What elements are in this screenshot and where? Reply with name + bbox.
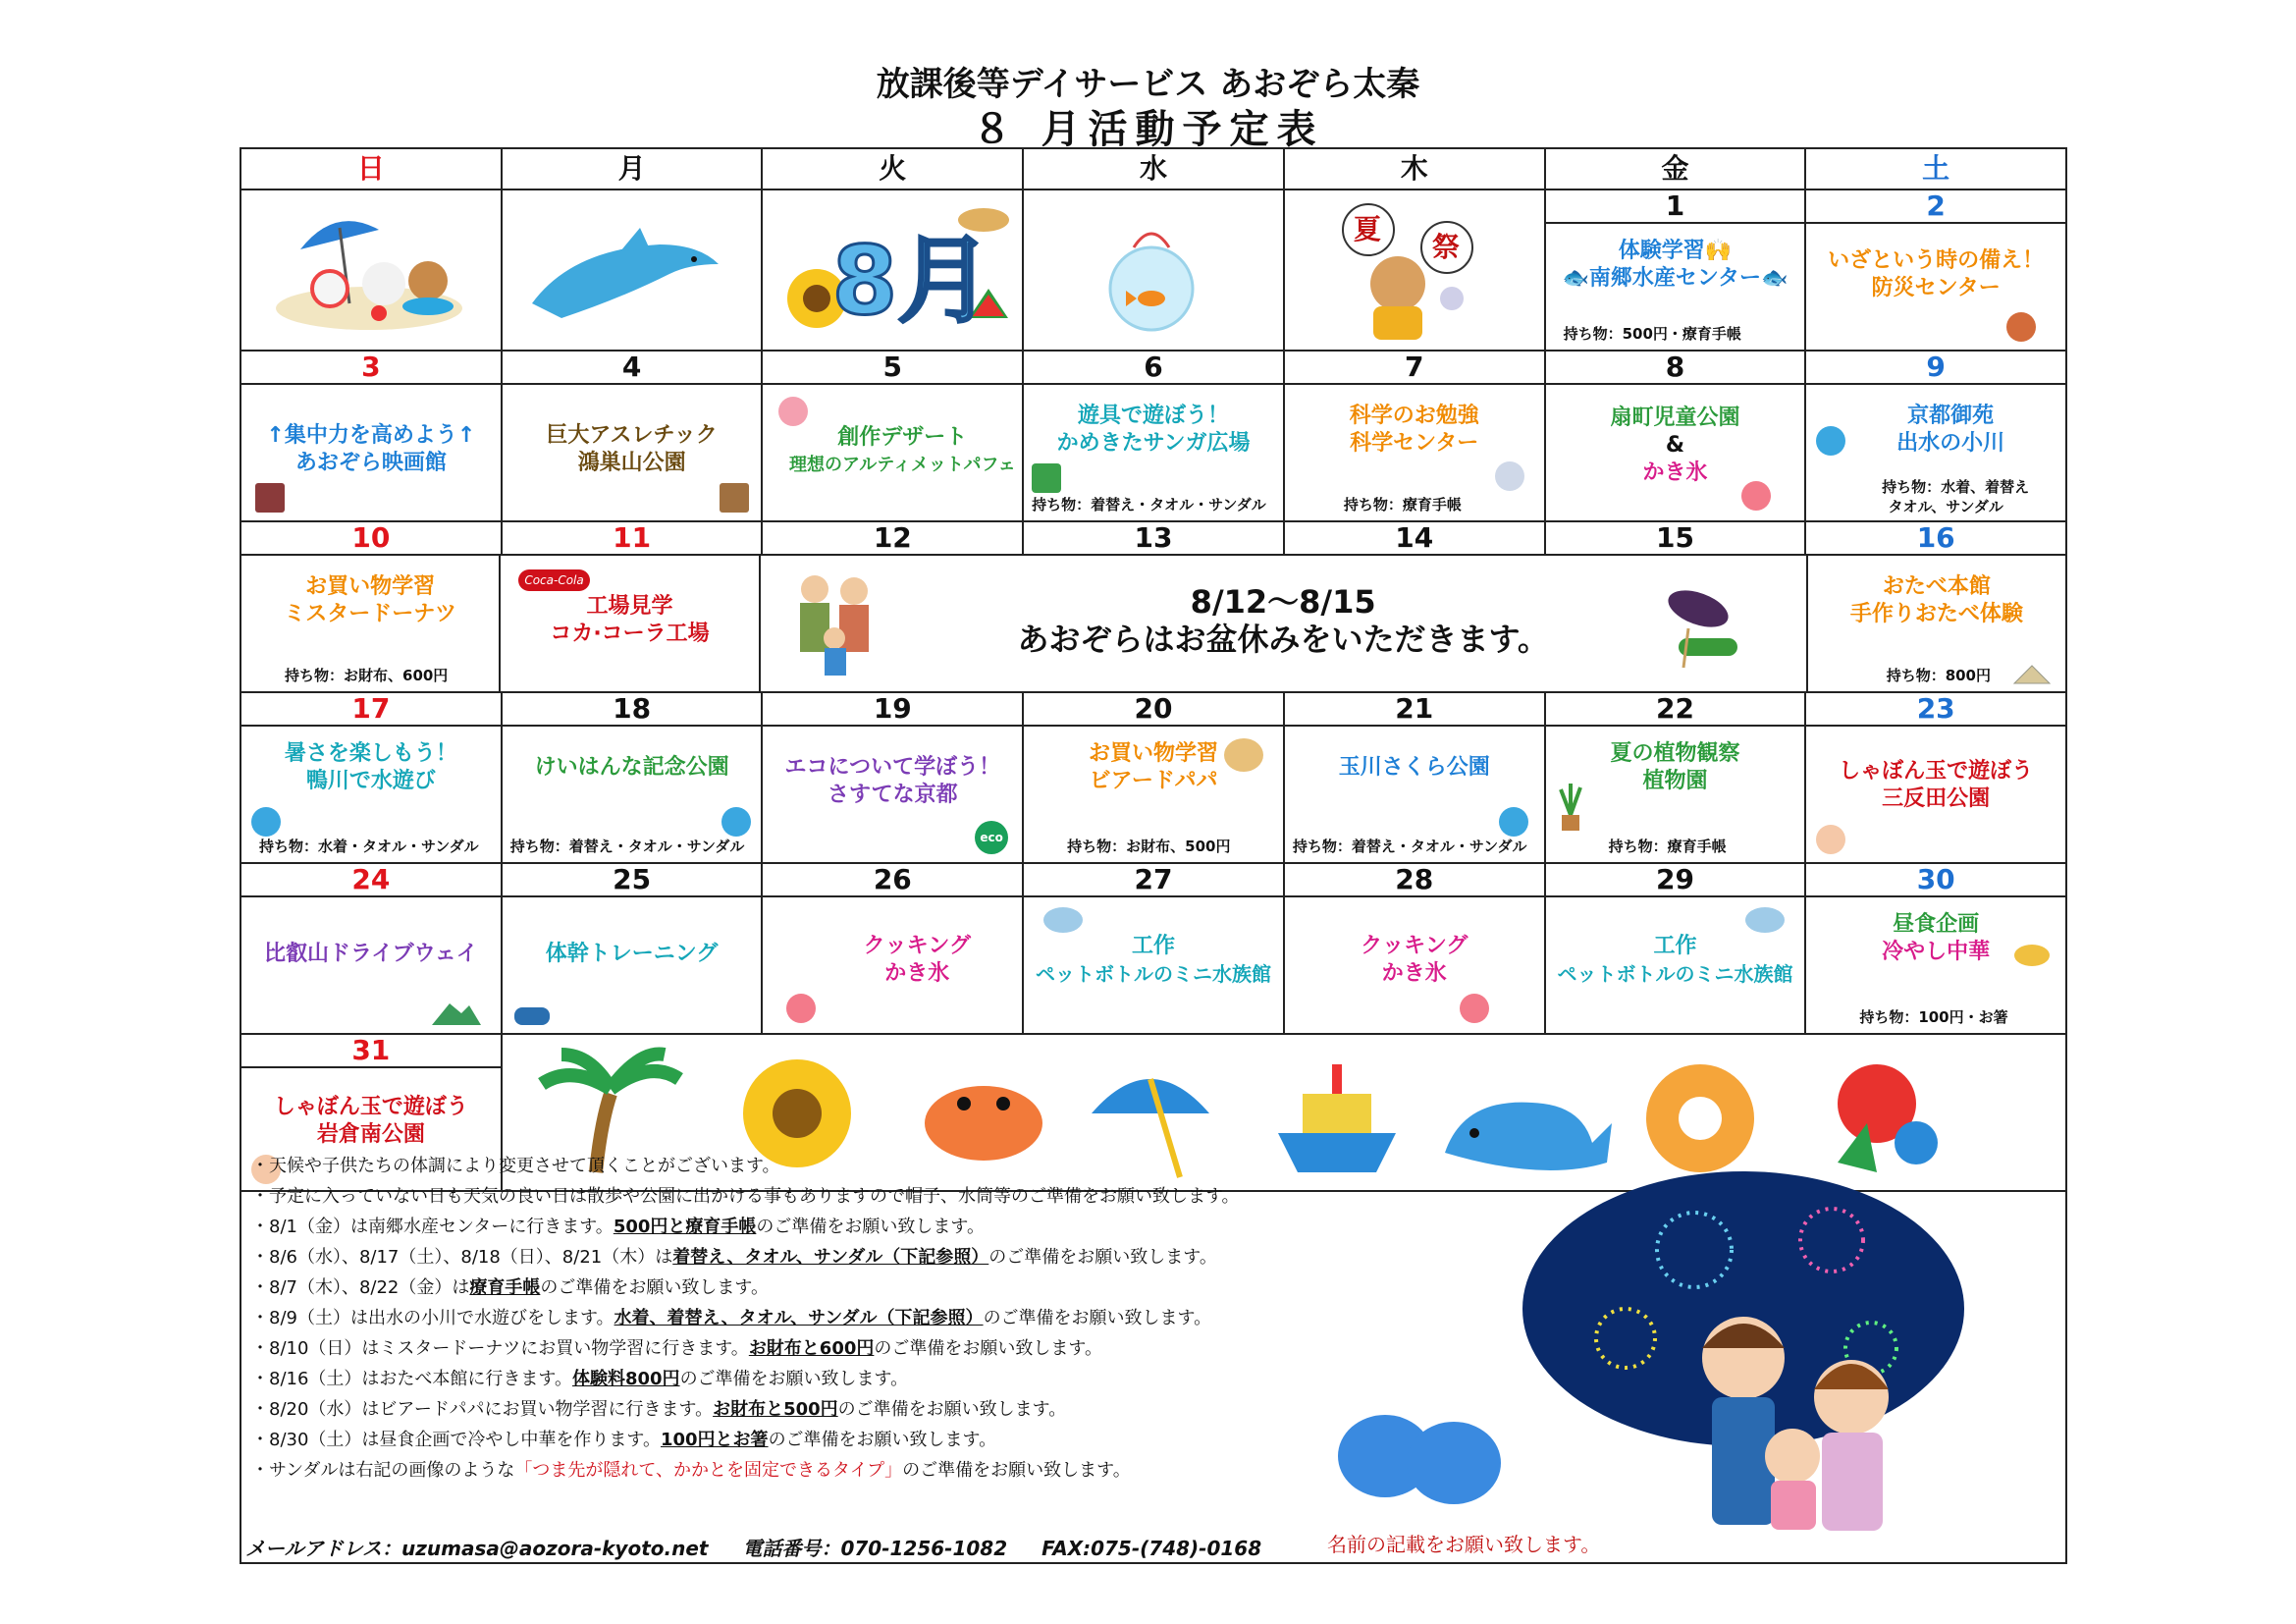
day-number: 27 <box>1024 864 1285 895</box>
weekday-sat: 土 <box>1806 149 2067 189</box>
day-cell-25 <box>503 897 764 1033</box>
activity: 昼食企画 冷やし中華 <box>1882 912 1991 964</box>
activity: ↑集中力を高めよう↑ あおぞら映画館 <box>266 423 476 475</box>
art-cell-sun <box>241 190 503 350</box>
items-note: 持ち物：着替え・タオル・サンダル <box>509 838 745 855</box>
activity: 体幹トレーニング <box>545 942 719 966</box>
contact-info <box>245 1533 1289 1561</box>
day-number: 11 <box>503 522 764 554</box>
activity: しゃぼん玉で遊ぼう 岩倉南公園 <box>273 1095 468 1147</box>
activity: 扇町児童公園 & かき氷 <box>1610 406 1740 485</box>
day-number: 4 <box>503 352 764 383</box>
note-7: ・8/10（日）はミスタードーナツにお買い物学習に行きます。お財布と600円のご準備をお願い致します。 <box>251 1338 1102 1359</box>
week-4 <box>240 727 2067 864</box>
day-number: 30 <box>1806 864 2067 895</box>
day-number: 6 <box>1024 352 1285 383</box>
items-note: 持ち物：着替え・タオル・サンダル <box>1032 496 1266 514</box>
weekday-mon: 月 <box>503 149 764 189</box>
day-number: 20 <box>1024 693 1285 725</box>
day-number: 13 <box>1024 522 1285 554</box>
day-cell-3 <box>241 385 503 520</box>
day-cell-6 <box>1024 385 1285 520</box>
note-8: ・8/16（土）はおたべ本館に行きます。体験料800円のご準備をお願い致します。 <box>251 1369 909 1389</box>
weekday-wed: 水 <box>1024 149 1285 189</box>
week-1 <box>240 190 2067 352</box>
day-number: 10 <box>241 522 503 554</box>
august-month-art: 8月 <box>831 226 992 336</box>
activity: お買い物学習 ビアードパパ <box>1089 741 1219 793</box>
note-3: ・8/1（金）は南郷水産センターに行きます。500円と療育手帳のご準備をお願い致します。 <box>251 1217 985 1237</box>
fireworks-family-illustration <box>1459 1162 2008 1535</box>
activity: 暑さを楽しもう！ 鴨川で水遊び <box>284 741 457 793</box>
obon-notice: 8/12～8/15 あおぞらはお盆休みをいただきます。 <box>1017 583 1549 658</box>
note-2: ・予定に入っていない日も天気の良い日は散歩や公園に出かける事もありますので帽子、水筒等のご準備をお願い致します。 <box>251 1186 1240 1207</box>
sandals-icon <box>1331 1402 1508 1510</box>
day-cell-21 <box>1285 727 1546 862</box>
water-play-icon <box>721 807 751 837</box>
day-number: 21 <box>1285 693 1546 725</box>
week-5 <box>240 897 2067 1035</box>
day-cell-17 <box>241 727 503 862</box>
schedule-title: ８ 月活動予定表 <box>972 107 1324 152</box>
day-cell-4 <box>503 385 764 520</box>
shaved-ice-icon <box>1460 994 1489 1023</box>
day-number: 3 <box>241 352 503 383</box>
day-number: 26 <box>763 864 1024 895</box>
calendar-grid <box>240 147 2067 1192</box>
day-number: 16 <box>1806 522 2067 554</box>
note-9: ・8/20（水）はビアードパパにお買い物学習に行きます。お財布と500円のご準備をお願い致します。 <box>251 1399 1067 1420</box>
day-cell-27 <box>1024 897 1285 1033</box>
week-3 <box>240 556 2067 693</box>
day-cell-5 <box>763 385 1024 520</box>
items-note: 持ち物：着替え・タオル・サンダル <box>1292 838 1527 855</box>
phone-text: 電話番号：070-1256-1082 <box>742 1537 1008 1560</box>
summer-kanji: 夏 <box>1353 213 1381 245</box>
weekday-tue: 火 <box>763 149 1024 189</box>
scientist-icon <box>1495 461 1524 491</box>
family-evacuation-icon <box>2006 312 2036 342</box>
items-note: 持ち物：水着・タオル・サンダル <box>259 838 479 855</box>
activity: 工作 ペットボトルのミニ水族館 <box>1557 934 1793 986</box>
summer-festival-bear-icon <box>1285 190 1540 348</box>
water-play-icon <box>251 807 281 837</box>
day-number: 1 <box>1546 190 1805 224</box>
cream-puff-icon <box>1224 738 1263 772</box>
coca-cola-logo: Coca-Cola <box>518 569 589 591</box>
training-icon <box>514 1007 550 1025</box>
day-number: 31 <box>241 1035 501 1068</box>
day-cell-2 <box>1806 190 2067 350</box>
day-cell-11 <box>501 556 760 691</box>
day-number: 19 <box>763 693 1024 725</box>
week-2 <box>240 385 2067 522</box>
day-number: 29 <box>1546 864 1807 895</box>
activity: クッキング かき氷 <box>863 934 971 986</box>
mountain-icon <box>432 998 481 1027</box>
fish-icon <box>1745 907 1785 933</box>
day-number: 24 <box>241 864 503 895</box>
day-number: 14 <box>1285 522 1546 554</box>
eco-badge-icon: eco <box>975 821 1008 854</box>
day-number: 25 <box>503 864 764 895</box>
day-cell-22 <box>1546 727 1807 862</box>
art-cell-mon <box>503 190 764 350</box>
athletic-icon <box>720 483 749 513</box>
items-note: 持ち物：お財布、500円 <box>1067 838 1231 855</box>
week-4-numbers <box>240 693 2067 727</box>
activity: 工場見学 コカ·コーラ工場 <box>550 594 710 646</box>
fax-text: FAX:075-(748)-0168 <box>1041 1537 1262 1560</box>
dolphin-icon <box>503 190 758 348</box>
fish-icon <box>1043 907 1083 933</box>
shaved-ice-icon <box>786 994 816 1023</box>
items-note: 持ち物：療育手帳 <box>1343 496 1462 514</box>
obon-holiday-cell <box>761 556 1808 691</box>
items-note: 持ち物：お財布、600円 <box>285 667 449 684</box>
activity: 体験学習🙌 🐟南郷水産センター🐟 <box>1562 239 1789 291</box>
goldfish-bowl-icon <box>1024 190 1279 348</box>
items-note: 持ち物：療育手帳 <box>1608 838 1727 855</box>
day-number: 28 <box>1285 864 1546 895</box>
festival-kanji: 祭 <box>1431 231 1460 263</box>
week-5-numbers <box>240 864 2067 897</box>
day-cell-26 <box>763 897 1024 1033</box>
day-cell-29 <box>1546 897 1807 1033</box>
otabe-sweets-icon <box>2012 664 2052 685</box>
potted-plant-icon <box>1556 780 1585 835</box>
shaved-ice-icon <box>1741 481 1771 511</box>
note-1: ・天候や子供たちの体調により変更させて頂くことがございます。 <box>251 1156 780 1176</box>
facility-title: 放課後等デイサービス あおぞら太秦 <box>876 65 1420 104</box>
day-number: 17 <box>241 693 503 725</box>
day-cell-23 <box>1806 727 2067 862</box>
day-cell-28 <box>1285 897 1546 1033</box>
activity: 巨大アスレチック 鴻巣山公園 <box>546 423 718 475</box>
weekday-sun: 日 <box>241 149 503 189</box>
weekday-fri: 金 <box>1546 149 1807 189</box>
notes-section <box>240 1152 2067 1564</box>
art-cell-wed <box>1024 190 1285 350</box>
activity: お買い物学習 ミスタードーナツ <box>284 574 457 626</box>
activity: 玉川さくら公園 <box>1338 755 1490 780</box>
activity: クッキング かき氷 <box>1361 934 1468 986</box>
activity: 京都御苑 出水の小川 <box>1896 404 2005 456</box>
day-cell-9 <box>1806 385 2067 520</box>
day-cell-16 <box>1808 556 2067 691</box>
day-number: 23 <box>1806 693 2067 725</box>
items-note: 持ち物：500円・療育手帳 <box>1563 325 1741 343</box>
activity: いざという時の備え！ 防災センター <box>1828 248 2045 300</box>
activity: けいはんな記念公園 <box>534 755 729 780</box>
note-5: ・8/7（木）、8/22（金）は療育手帳のご準備をお願い致します。 <box>251 1277 769 1298</box>
day-number: 12 <box>763 522 1024 554</box>
activity: 創作デザート 理想のアルティメットパフェ <box>789 425 1016 475</box>
note-6: ・8/9（土）は出水の小川で水遊びをします。水着、着替え、タオル、サンダル（下記参照）のご準備をお願い致します。 <box>251 1308 1212 1328</box>
day-number: 7 <box>1285 352 1546 383</box>
art-cell-thu <box>1285 190 1546 350</box>
activity: エコについて学ぼう！ さすてな京都 <box>784 755 1001 807</box>
slide-icon <box>1032 463 1061 493</box>
activity: 比叡山ドライブウェイ <box>263 942 478 966</box>
day-number: 2 <box>1806 190 2065 224</box>
items-note: 持ち物：水着、着替え <box>1882 478 2030 496</box>
day-number: 15 <box>1546 522 1807 554</box>
email-text: メールアドレス：uzumasa@aozora-kyoto.net <box>245 1537 709 1560</box>
activity: 夏の植物観察 植物園 <box>1610 741 1740 793</box>
note-10: ・8/30（土）は昼食企画で冷やし中華を作ります。100円とお箸のご準備をお願い致します。 <box>251 1430 997 1450</box>
items-note: 持ち物：100円・お箸 <box>1859 1008 2008 1026</box>
day-cell-8 <box>1546 385 1807 520</box>
day-cell-7 <box>1285 385 1546 520</box>
day-number: 8 <box>1546 352 1807 383</box>
day-number: 9 <box>1806 352 2067 383</box>
items-note-2: タオル、サンダル <box>1888 498 2003 515</box>
activity: 科学のお勉強 科学センター <box>1349 404 1479 456</box>
activity: しゃぼん玉で遊ぼう 三反田公園 <box>1839 759 2034 811</box>
art-cell-tue <box>763 190 1024 350</box>
weekday-header <box>240 147 2067 190</box>
note-4: ・8/6（水）、8/17（土）、8/18（日）、8/21（木）は着替え、タオル、サンダル（下記参照）のご準備をお願い致します。 <box>251 1247 1217 1268</box>
crab-icon <box>925 1086 1042 1161</box>
day-cell-24 <box>241 897 503 1033</box>
day-number: 22 <box>1546 693 1807 725</box>
name-note: 名前の記載をお願い致します。 <box>1327 1533 1601 1556</box>
activity: 工作 ペットボトルのミニ水族館 <box>1036 934 1272 986</box>
weekday-thu: 木 <box>1285 149 1546 189</box>
beach-bears-icon <box>241 190 497 348</box>
day-number: 18 <box>503 693 764 725</box>
activity: おたべ本館 手作りおたべ体験 <box>1849 574 2023 626</box>
day-cell-1 <box>1546 190 1807 350</box>
day-cell-20 <box>1024 727 1285 862</box>
day-cell-19 <box>763 727 1024 862</box>
bubbles-icon <box>1816 825 1845 854</box>
day-cell-10 <box>241 556 501 691</box>
day-cell-30 <box>1806 897 2067 1033</box>
water-play-icon <box>1499 807 1528 837</box>
items-note: 持ち物：800円 <box>1886 667 1991 684</box>
activity: 遊具で遊ぼう！ かめきたサンガ広場 <box>1056 404 1251 456</box>
day-cell-18 <box>503 727 764 862</box>
week-3-numbers <box>240 522 2067 556</box>
parfait-icon <box>778 397 808 426</box>
cold-noodle-icon <box>2014 945 2050 966</box>
note-11: ・サンダルは右記の画像のような「つま先が隠れて、かかとを固定できるタイプ」のご準備をお願い致します。 <box>251 1460 1131 1481</box>
eggplant-cucumber-icon <box>1649 569 1757 677</box>
day-number: 5 <box>763 352 1024 383</box>
week-2-numbers <box>240 352 2067 385</box>
movie-icon <box>255 483 285 513</box>
